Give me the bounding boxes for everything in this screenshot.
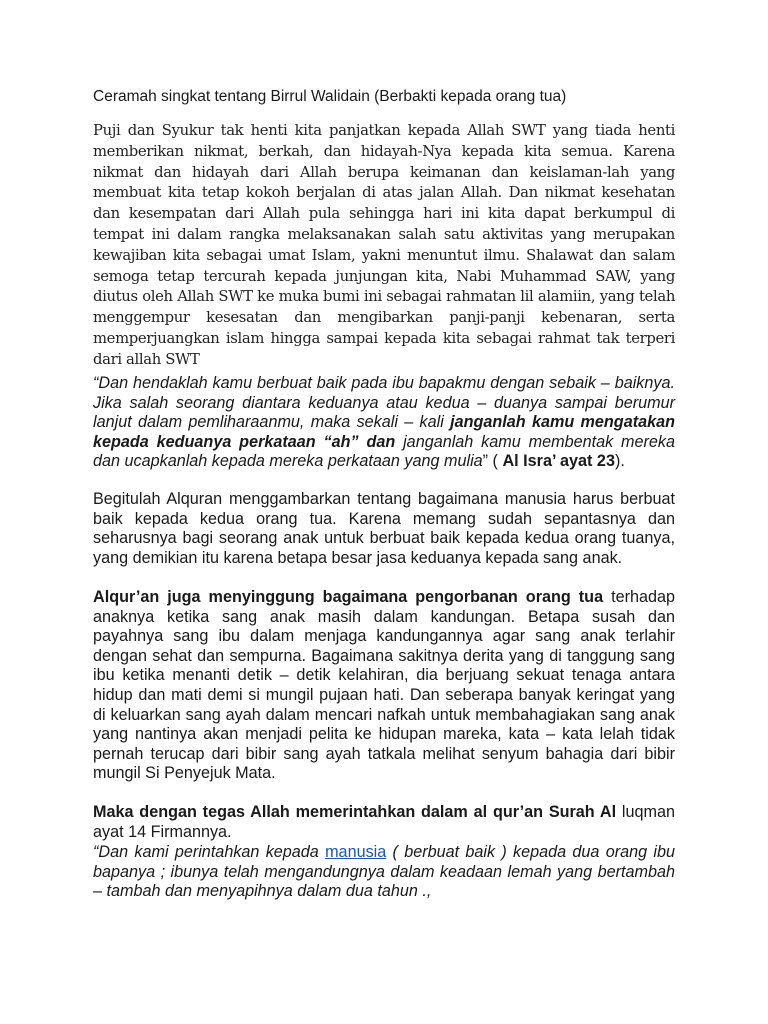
quote-1-part-c: janganlah kamu membentak mereka dan ucapkanlah kepada mereka perkataan yang mulia <box>93 432 675 471</box>
paragraph-3-rest: terhadap anaknya ketika sang anak masih dalam kandungan. Betapa susah dan payahnya sang ibu dalam menjaga kandungannya agar sang anak terlahir dengan sehat dan sempurna. Bagaimana sakitnya derita yang di tanggung sang ibu ketika menanti detik – detik kelahiran, dia berjuang sekuat tenaga antara hidup dan mati demi si mungil pujaan hati. Dan seberapa banyak keringat yang di keluarkan sang ayah dalam mencari nafkah untuk membahagiakan sang anak yang nantinya akan menjadi pelita ke hidupan mareka, kata – kata lelah tidak pernah terucap dari bibir sang ayah tatkala melihat senyum bahagia dari bibir mungil Si Penyejuk Mata. <box>93 588 675 783</box>
manusia-link[interactable]: manusia <box>325 843 387 861</box>
paragraph-4-bold-lead: Maka dengan tegas Allah memerintahkan dalam al qur’an Surah Al <box>93 803 617 821</box>
paragraph-4-rest: luqman ayat 14 Firmannya. <box>93 803 675 841</box>
quote-1-citation-close: ). <box>614 452 625 471</box>
quote-al-isra-23 <box>93 374 675 472</box>
quote-1-bold-phrase: janganlah kamu mengatakan kepada keduanya perkataan “ah” dan <box>93 413 675 451</box>
quote-1-citation-open: ” ( <box>482 452 503 471</box>
paragraph-3 <box>93 588 675 784</box>
quote-1-citation: Al Isra’ ayat 23 <box>502 452 615 471</box>
opening-paragraph: Puji dan Syukur tak henti kita panjatkan kepada Allah SWT yang tiada henti memberikan nikmat, berkah, dan hidayah-Nya kepada kita semua. Karena nikmat dan hidayah dari Allah berupa keimanan dan keislaman-lah yang membuat kita tetap kokoh berjalan di atas jalan Allah. Dan nikmat kesehatan dan kesempatan dari Allah pula sehingga hari ini kita dapat berkumpul di tempat ini dalam rangka melaksanakan salah satu aktivitas yang merupakan kewajiban kita sebagai umat Islam, yakni menuntut ilmu. Shalawat dan salam semoga tetap tercurah kepada junjungan kita, Nabi Muhammad SAW, yang diutus oleh Allah SWT ke muka bumi ini sebagai rahmatan lil alamiin, yang telah menggempur kesesatan dan mengibarkan panji-panji kebenaran, serta memperjuangkan islam hingga sampai kepada kita sebagai rahmat tak terperi dari allah SWT <box>93 122 675 368</box>
paragraph-4 <box>93 803 675 842</box>
document-title: Ceramah singkat tentang Birrul Walidain (Berbakti kepada orang tua) <box>93 88 567 105</box>
paragraph-3-bold-lead: Alqur’an juga menyinggung bagaimana pengorbanan orang tua <box>93 588 604 606</box>
quote-luqman-14 <box>93 843 675 902</box>
quote-2-lead: “Dan kami perintahkan kepada <box>93 843 326 861</box>
paragraph-2: Begitulah Alquran menggambarkan tentang bagaimana manusia harus berbuat baik kepada kedua orang tua. Karena memang sudah sepantasnya dan seharusnya bagi seorang anak untuk berbuat baik kepada kedua orang tuanya, yang demikian itu karena betapa besar jasa keduanya kepada sang anak. <box>93 490 675 567</box>
quote-2-rest: ( berbuat baik ) kepada dua orang ibu bapanya ; ibunya telah mengandungnya dalam keadaan lemah yang bertambah – tambah dan menyapihnya dalam dua tahun ., <box>93 843 675 901</box>
quote-1-part-a: “Dan hendaklah kamu berbuat baik pada ibu bapakmu dengan sebaik – baiknya. Jika salah seorang diantara keduanya atau kedua – duanya sampai berumur lanjut dalam pemliharaanmu, maka sekali – kali <box>93 374 675 432</box>
